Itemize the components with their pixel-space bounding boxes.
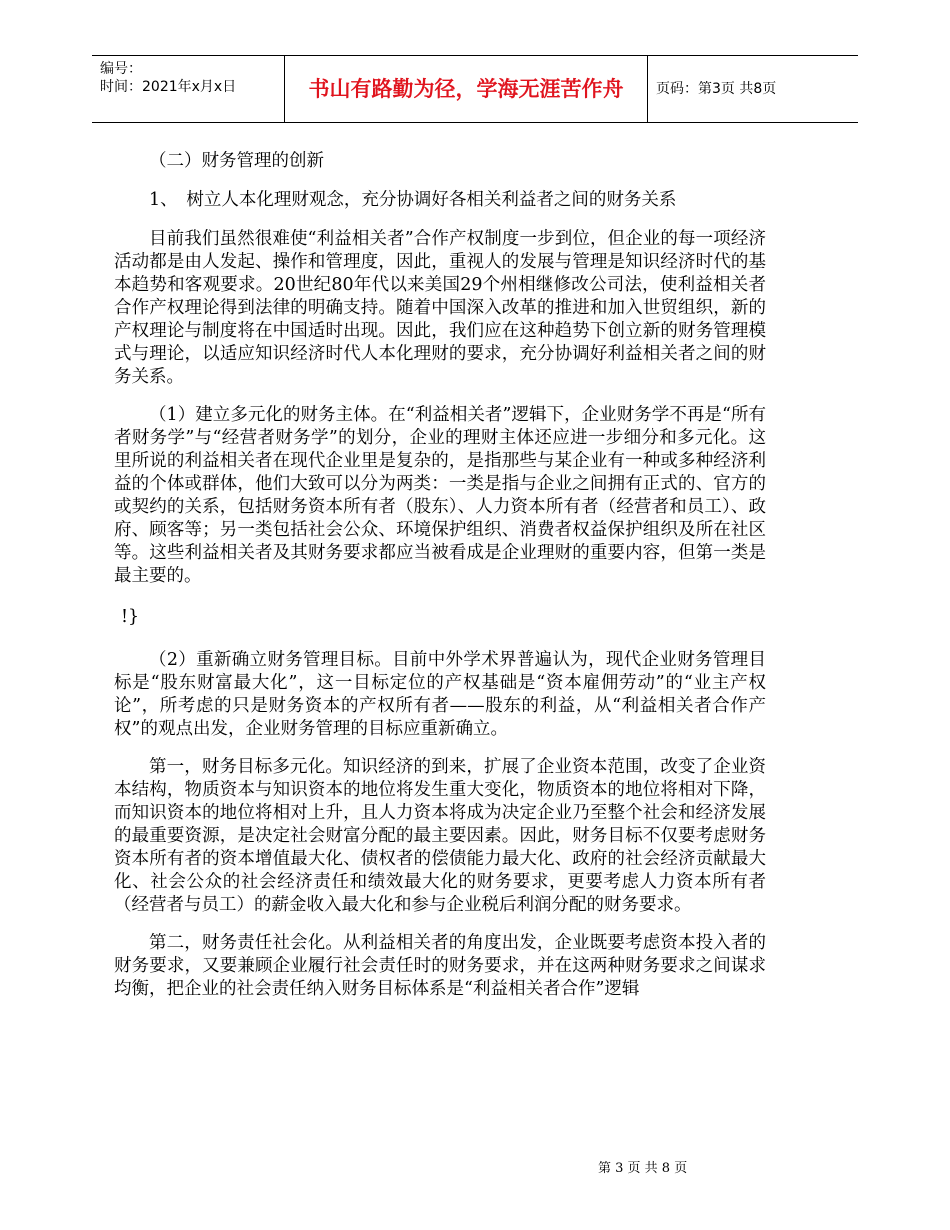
doc-time-label: 时间：2021年x月x日 [100,79,237,95]
paragraph: 第一，财务目标多元化。知识经济的到来，扩展了企业资本范围，改变了企业资本结构，物质资本与知识资本的地位将发生重大变化，物质资本的地位将相对下降，而知识资本的地位将相对上升，且人力资本将成为决定企业乃至整个社会和经济发展的最重要资源，是决定社会财富分配的最主要因素。因此，财务目标不仅要考虑财务资本所有者的资本增值最大化、债权者的偿债能力最大化、政府的社会经济贡献最大化、社会公众的社会经济责任和绩效最大化的财务要求，更要考虑人力资本所有者（经营者与员工）的薪金收入最大化和参与企业税后利润分配的财务要求。 [114,757,766,915]
doc-number-label: 编号： [100,61,142,77]
header-meta [92,56,284,122]
page-footer: 第 3 页 共 8 页 [598,1161,688,1176]
stray-mark: !} [121,607,140,627]
section-title: （二）财务管理的创新 [149,151,324,171]
page-header [92,55,858,123]
paragraph: 目前我们虽然很难使“利益相关者”合作产权制度一步到位，但企业的每一项经济活动都是由人发起、操作和管理度，因此，重视人的发展与管理是知识经济时代的基本趋势和客观要求。20世纪80年代以来美国29个州相继修改公司法，使利益相关者合作产权理论得到法律的明确支持。随着中国深入改革的推进和加入世贸组织，新的产权理论与制度将在中国适时出现。因此，我们应在这种趋势下创立新的财务管理模式与理论，以适应知识经济时代人本化理财的要求，充分协调好利益相关者之间的财务关系。 [114,229,766,387]
item-title: 1、 树立人本化理财观念，充分协调好各相关利益者之间的财务关系 [149,190,677,210]
header-page-info: 页码：第3页 共8页 [656,81,777,97]
document-body [114,150,766,1016]
paragraph: （1）建立多元化的财务主体。在“利益相关者”逻辑下，企业财务学不再是“所有者财务学”与“经营者财务学”的划分，企业的理财主体还应进一步细分和多元化。这里所说的利益相关者在现代企业里是复杂的，是指那些与某企业有一种或多种经济利益的个体或群体，他们大致可以分为两类：一类是指与企业之间拥有正式的、官方的或契约的关系，包括财务资本所有者（股东）、人力资本所有者（经营者和员工）、政府、顾客等；另一类包括社会公众、环境保护组织、消费者权益保护组织及所在社区等。这些利益相关者及其财务要求都应当被看成是企业理财的重要内容，但第一类是最主要的。 [114,405,766,586]
paragraph: （2）重新确立财务管理目标。目前中外学术界普遍认为，现代企业财务管理目标是“股东财富最大化”，这一目标定位的产权基础是“资本雇佣劳动”的“业主产权论”，所考虑的只是财务资本的产权所有者——股东的利益，从“利益相关者合作产权”的观点出发，企业财务管理的目标应重新确立。 [114,650,766,739]
paragraph: 第二，财务责任社会化。从利益相关者的角度出发，企业既要考虑资本投入者的财务要求，又要兼顾企业履行社会责任时的财务要求，并在这两种财务要求之间谋求均衡，把企业的社会责任纳入财务目标体系是“利益相关者合作”逻辑 [114,933,766,999]
header-motto: 书山有路勤为径，学海无涯苦作舟 [284,56,648,122]
